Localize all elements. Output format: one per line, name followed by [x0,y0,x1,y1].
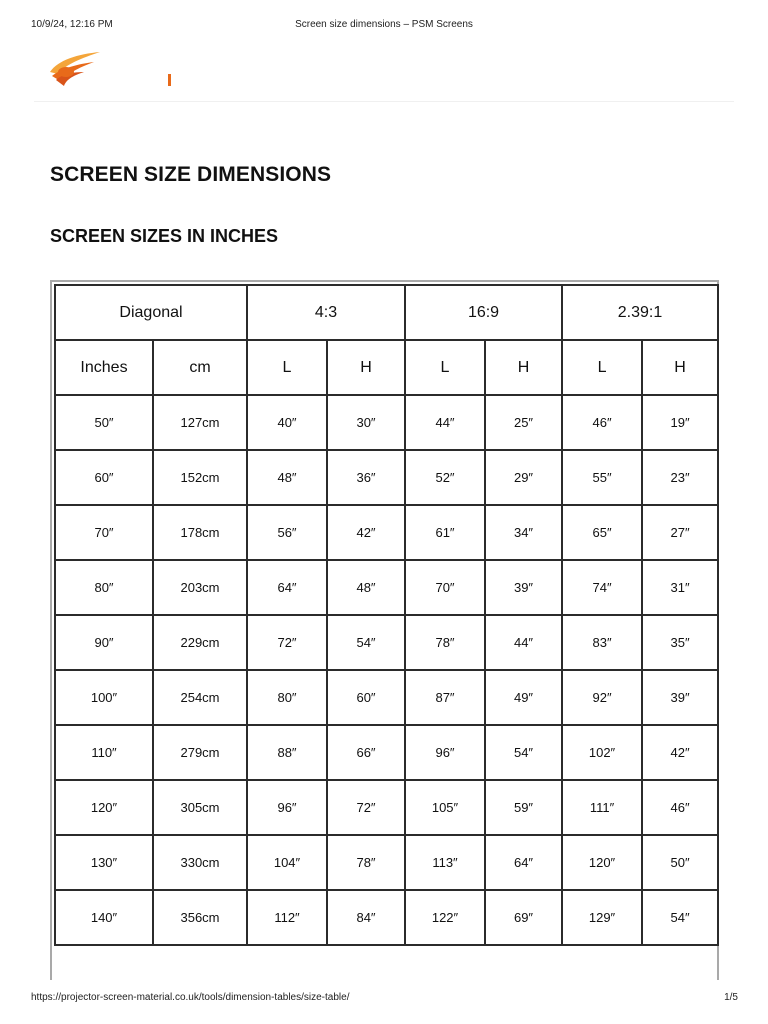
cell-16-9-length: 87″ [405,670,485,725]
page-title: SCREEN SIZE DIMENSIONS [50,163,332,186]
cell-2-39-1-height: 35″ [642,615,718,670]
cell-2-39-1-height: 39″ [642,670,718,725]
cell-4-3-length: 80″ [247,670,327,725]
cell-4-3-height: 30″ [327,395,405,450]
cell-2-39-1-height: 23″ [642,450,718,505]
group-header-diagonal: Diagonal [55,285,247,340]
table-row [55,725,718,780]
cell-2-39-1-length: 102″ [562,725,642,780]
cell-16-9-length: 78″ [405,615,485,670]
cell-2-39-1-length: 111″ [562,780,642,835]
cell-4-3-length: 72″ [247,615,327,670]
cell-16-9-height: 34″ [485,505,562,560]
print-header [0,0,768,28]
cell-cm: 330cm [153,835,247,890]
cell-4-3-length: 88″ [247,725,327,780]
cell-cm: 305cm [153,780,247,835]
cell-2-39-1-length: 55″ [562,450,642,505]
cell-cm: 203cm [153,560,247,615]
cell-inches: 130″ [55,835,153,890]
cell-4-3-length: 64″ [247,560,327,615]
cell-2-39-1-height: 19″ [642,395,718,450]
table-row [55,450,718,505]
cell-16-9-length: 52″ [405,450,485,505]
cell-16-9-length: 44″ [405,395,485,450]
cell-2-39-1-height: 42″ [642,725,718,780]
subheader-inches: Inches [55,340,153,395]
cell-2-39-1-length: 120″ [562,835,642,890]
cell-inches: 120″ [55,780,153,835]
cell-inches: 140″ [55,890,153,945]
cell-4-3-height: 72″ [327,780,405,835]
cell-4-3-height: 84″ [327,890,405,945]
psm-swoosh-logo-icon [48,50,188,90]
cell-16-9-height: 59″ [485,780,562,835]
cell-inches: 60″ [55,450,153,505]
group-header-4-3: 4:3 [247,285,405,340]
cell-2-39-1-length: 65″ [562,505,642,560]
cell-16-9-length: 96″ [405,725,485,780]
cell-16-9-length: 122″ [405,890,485,945]
subheader-4-3-length: L [247,340,327,395]
cell-inches: 100″ [55,670,153,725]
cell-16-9-height: 69″ [485,890,562,945]
subheader-4-3-height: H [327,340,405,395]
cell-4-3-height: 78″ [327,835,405,890]
subheader-16-9-length: L [405,340,485,395]
cell-2-39-1-length: 74″ [562,560,642,615]
cell-inches: 110″ [55,725,153,780]
cell-4-3-length: 56″ [247,505,327,560]
table-group-header-row [55,285,718,340]
cell-4-3-height: 66″ [327,725,405,780]
print-url: https://projector-screen-material.co.uk/tools/dimension-tables/size-table/ [31,992,350,1003]
cell-16-9-height: 49″ [485,670,562,725]
table-row [55,395,718,450]
print-timestamp: 10/9/24, 12:16 PM [31,19,113,30]
table-row [55,890,718,945]
cell-inches: 50″ [55,395,153,450]
cell-inches: 80″ [55,560,153,615]
cell-16-9-height: 54″ [485,725,562,780]
cell-4-3-length: 104″ [247,835,327,890]
table-row [55,835,718,890]
cell-2-39-1-height: 50″ [642,835,718,890]
cell-16-9-length: 61″ [405,505,485,560]
site-logo-link[interactable] [48,50,188,90]
cell-16-9-height: 25″ [485,395,562,450]
cell-4-3-height: 36″ [327,450,405,505]
cell-cm: 229cm [153,615,247,670]
cell-16-9-height: 29″ [485,450,562,505]
group-header-2-39-1: 2.39:1 [562,285,718,340]
screen-size-table [54,284,719,946]
cell-16-9-height: 44″ [485,615,562,670]
cell-cm: 279cm [153,725,247,780]
cell-4-3-length: 40″ [247,395,327,450]
cell-4-3-height: 60″ [327,670,405,725]
cell-inches: 70″ [55,505,153,560]
cell-cm: 178cm [153,505,247,560]
cell-2-39-1-length: 83″ [562,615,642,670]
cell-16-9-height: 64″ [485,835,562,890]
cell-4-3-length: 48″ [247,450,327,505]
cell-4-3-length: 112″ [247,890,327,945]
table-row [55,780,718,835]
subheader-2-39-1-height: H [642,340,718,395]
table-container [50,280,719,980]
cell-2-39-1-length: 92″ [562,670,642,725]
cell-cm: 152cm [153,450,247,505]
cell-2-39-1-height: 27″ [642,505,718,560]
cell-2-39-1-length: 129″ [562,890,642,945]
subheader-2-39-1-length: L [562,340,642,395]
cell-cm: 127cm [153,395,247,450]
cell-16-9-length: 113″ [405,835,485,890]
cell-2-39-1-height: 31″ [642,560,718,615]
print-page-title: Screen size dimensions – PSM Screens [295,19,473,30]
cell-4-3-length: 96″ [247,780,327,835]
group-header-16-9: 16:9 [405,285,562,340]
cell-16-9-height: 39″ [485,560,562,615]
cell-cm: 254cm [153,670,247,725]
subheader-16-9-height: H [485,340,562,395]
cell-cm: 356cm [153,890,247,945]
print-page-number: 1/5 [724,992,738,1003]
header-divider [34,101,734,102]
table-row [55,615,718,670]
cell-4-3-height: 42″ [327,505,405,560]
table-row [55,505,718,560]
table-row [55,560,718,615]
cell-2-39-1-height: 46″ [642,780,718,835]
cell-inches: 90″ [55,615,153,670]
subheader-cm: cm [153,340,247,395]
cell-2-39-1-height: 54″ [642,890,718,945]
table-row [55,670,718,725]
cell-16-9-length: 105″ [405,780,485,835]
table-subheader-row [55,340,718,395]
section-heading: SCREEN SIZES IN INCHES [50,226,279,246]
cell-16-9-length: 70″ [405,560,485,615]
cell-4-3-height: 48″ [327,560,405,615]
cell-4-3-height: 54″ [327,615,405,670]
cell-2-39-1-length: 46″ [562,395,642,450]
